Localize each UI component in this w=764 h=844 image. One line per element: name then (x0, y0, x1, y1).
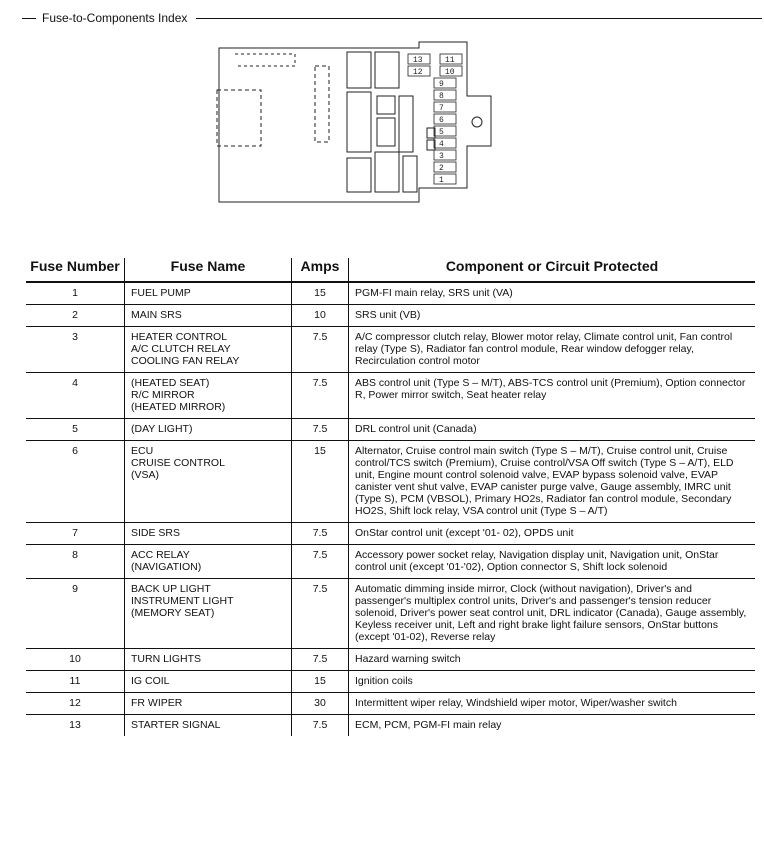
fuse-name-line: HEATER CONTROL (131, 331, 228, 343)
amps-cell: 7.5 (292, 579, 349, 649)
component-text: Accessory power socket relay, Navigation display unit, Navigation unit, OnStar control unit (except '01-'02), Option connector S, Shift lock solenoid (355, 549, 719, 573)
fuse-slot (434, 162, 456, 172)
table-row (26, 305, 755, 327)
fuse-slot (434, 138, 456, 148)
fuse-name-line: (VSA) (131, 469, 160, 481)
header-fuse-name: Fuse Name (125, 258, 292, 282)
mounting-hole (472, 117, 482, 127)
section-title: Fuse-to-Components Index (42, 11, 188, 25)
fuse-table (26, 258, 755, 736)
component-cell (349, 649, 756, 671)
table-header-row (26, 258, 755, 282)
header-fuse-number: Fuse Number (26, 258, 125, 282)
header-component: Component or Circuit Protected (349, 258, 756, 282)
relay-block (377, 118, 395, 146)
fuse-name-cell (125, 327, 292, 373)
amps-cell: 7.5 (292, 545, 349, 579)
component-cell (349, 441, 756, 523)
component-cell (349, 671, 756, 693)
fuse-name-cell (125, 282, 292, 305)
fuse-slot (434, 174, 456, 184)
fuse-slot (434, 102, 456, 112)
fuse-name-cell (125, 441, 292, 523)
fuse-number-cell: 6 (26, 441, 125, 523)
fuse-name-line: SIDE SRS (131, 527, 181, 539)
table-row (26, 441, 755, 523)
fuse-name-line: BACK UP LIGHT (131, 583, 211, 595)
amps-cell: 30 (292, 693, 349, 715)
fuse-name-line: INSTRUMENT LIGHT (131, 595, 234, 607)
relay-block (347, 92, 371, 152)
fuse-number-cell: 3 (26, 327, 125, 373)
fuse-name-line: (MEMORY SEAT) (131, 607, 215, 619)
fuse-slot (434, 114, 456, 124)
relay-block (347, 52, 371, 88)
fuse-name-line: R/C MIRROR (131, 389, 195, 401)
fuse-number-cell: 2 (26, 305, 125, 327)
header-rule (196, 18, 762, 19)
table-row (26, 373, 755, 419)
fuse-slot (434, 126, 456, 136)
relay-block (403, 156, 417, 192)
table-row (26, 715, 755, 737)
component-text: Alternator, Cruise control main switch (Type S – M/T), Cruise control unit, Cruise control/TCS switch (Premium), Cruise control/VSA Off switch (Type S – A/T), ELD unit, Engine mount control solenoid valve, EVAP bypass solenoid valve, EVAP canister vent shut valve, EVAP canister purge valve, Gauge assembly, IMRC unit (Type S), PCM (VBSOL), Primary HO2s, Radiator fan control module, Secondary HO2S, Shift lock relay, VSA control unit (Type S – A/T) (355, 445, 734, 517)
fuse-number-cell: 9 (26, 579, 125, 649)
component-text: ABS control unit (Type S – M/T), ABS-TCS control unit (Premium), Option connector R, Power mirror switch, Seat heater relay (355, 377, 746, 401)
fuse-slot-label: 8 (439, 92, 444, 101)
fuse-number-cell: 11 (26, 671, 125, 693)
fuse-number-cell: 12 (26, 693, 125, 715)
component-text: Automatic dimming inside mirror, Clock (without navigation), Driver's and passenger's multiplex control units, Driver's and passenger's tension reducer solenoid, Driver's power seat control unit, DRL indicator (Canada), Gauge assembly, Keyless receiver unit, Left and right brake light failure sensors, OnStar buttons (except '01-02), Reverse relay (355, 583, 747, 643)
fuse-name-cell (125, 671, 292, 693)
fuse-slot-label: 10 (445, 68, 455, 77)
fuse-name-cell (125, 419, 292, 441)
fuse-number-cell: 5 (26, 419, 125, 441)
component-cell (349, 693, 756, 715)
component-text: Ignition coils (355, 675, 413, 687)
fuse-name-line: IG COIL (131, 675, 170, 687)
fuse-slot-label: 4 (439, 140, 444, 149)
header-dash (22, 18, 36, 19)
fuse-name-line: ECU (131, 445, 154, 457)
fuse-name-line: A/C CLUTCH RELAY (131, 343, 231, 355)
table-row (26, 282, 755, 305)
component-cell (349, 545, 756, 579)
fuse-name-line: FR WIPER (131, 697, 183, 709)
fuse-name-cell (125, 305, 292, 327)
amps-cell: 15 (292, 441, 349, 523)
fuse-slot (434, 78, 456, 88)
relay-block (375, 152, 399, 192)
amps-cell: 7.5 (292, 715, 349, 737)
fuse-slot-label: 9 (439, 80, 444, 89)
component-cell (349, 419, 756, 441)
component-text: PGM-FI main relay, SRS unit (VA) (355, 287, 513, 299)
tall-slot (315, 66, 329, 142)
component-cell (349, 579, 756, 649)
table-row (26, 671, 755, 693)
component-cell (349, 715, 756, 737)
amps-cell: 15 (292, 671, 349, 693)
table-row (26, 649, 755, 671)
fuse-slot-label: 6 (439, 116, 444, 125)
fuse-name-line: (NAVIGATION) (131, 561, 202, 573)
left-connector (217, 90, 261, 146)
amps-cell: 15 (292, 282, 349, 305)
fuse-name-cell (125, 715, 292, 737)
component-cell (349, 373, 756, 419)
fuse-slot-label: 3 (439, 152, 444, 161)
amps-cell: 7.5 (292, 649, 349, 671)
relay-block (377, 96, 395, 114)
fuse-name-line: (HEATED SEAT) (131, 377, 210, 389)
table-row (26, 545, 755, 579)
fuse-name-cell (125, 579, 292, 649)
component-text: OnStar control unit (except '01- 02), OPDS unit (355, 527, 574, 539)
fuse-name-line: FUEL PUMP (131, 287, 191, 299)
amps-cell: 7.5 (292, 327, 349, 373)
fuse-name-line: ACC RELAY (131, 549, 190, 561)
component-text: A/C compressor clutch relay, Blower motor relay, Climate control unit, Fan control relay (Type S), Radiator fan control module, Rear window defogger relay, Recirculation control motor (355, 331, 733, 367)
fuse-name-line: (HEATED MIRROR) (131, 401, 226, 413)
fuse-slot-label: 13 (413, 56, 423, 65)
table-row (26, 327, 755, 373)
fuse-slot (434, 90, 456, 100)
fuse-slot-label: 1 (439, 176, 444, 185)
fuse-slot-label: 12 (413, 68, 423, 77)
fuse-name-line: STARTER SIGNAL (131, 719, 221, 731)
relay-block (375, 52, 399, 88)
fuse-name-cell (125, 373, 292, 419)
amps-cell: 7.5 (292, 373, 349, 419)
component-text: DRL control unit (Canada) (355, 423, 477, 435)
fuse-name-line: MAIN SRS (131, 309, 182, 321)
table-row (26, 523, 755, 545)
amps-cell: 10 (292, 305, 349, 327)
component-text: SRS unit (VB) (355, 309, 421, 321)
relay-block (399, 96, 413, 152)
fuse-number-cell: 8 (26, 545, 125, 579)
fuse-name-line: TURN LIGHTS (131, 653, 202, 665)
fuse-name-line: CRUISE CONTROL (131, 457, 225, 469)
fuse-number-cell: 4 (26, 373, 125, 419)
section-header (22, 10, 762, 26)
component-cell (349, 282, 756, 305)
component-text: Hazard warning switch (355, 653, 461, 665)
fuse-number-cell: 10 (26, 649, 125, 671)
fuse-name-cell (125, 545, 292, 579)
fuse-name-cell (125, 523, 292, 545)
top-left-ridge (235, 54, 295, 66)
fuse-name-line: COOLING FAN RELAY (131, 355, 240, 367)
fuse-number-cell: 13 (69, 719, 81, 731)
component-cell (349, 305, 756, 327)
fuse-number-cell: 1 (26, 282, 125, 305)
fuse-slot-label: 11 (445, 56, 455, 65)
component-cell (349, 523, 756, 545)
amps-cell: 7.5 (292, 523, 349, 545)
fuse-slot (434, 150, 456, 160)
relay-block (347, 158, 371, 192)
fuse-number-cell: 7 (26, 523, 125, 545)
table-row (26, 693, 755, 715)
component-cell (349, 327, 756, 373)
fuse-name-line: (DAY LIGHT) (131, 423, 193, 435)
amps-cell: 7.5 (292, 419, 349, 441)
fuse-name-cell (125, 693, 292, 715)
fuse-box-diagram (205, 38, 505, 208)
fuse-name-cell (125, 649, 292, 671)
component-text: ECM, PCM, PGM-FI main relay (355, 719, 502, 731)
fuse-slot-label: 2 (439, 164, 444, 173)
fuse-slot-label: 5 (439, 128, 444, 137)
fuse-slot-label: 7 (439, 104, 444, 113)
table-row (26, 419, 755, 441)
table-row (26, 579, 755, 649)
component-text: Intermittent wiper relay, Windshield wiper motor, Wiper/washer switch (355, 697, 677, 709)
header-amps: Amps (292, 258, 349, 282)
